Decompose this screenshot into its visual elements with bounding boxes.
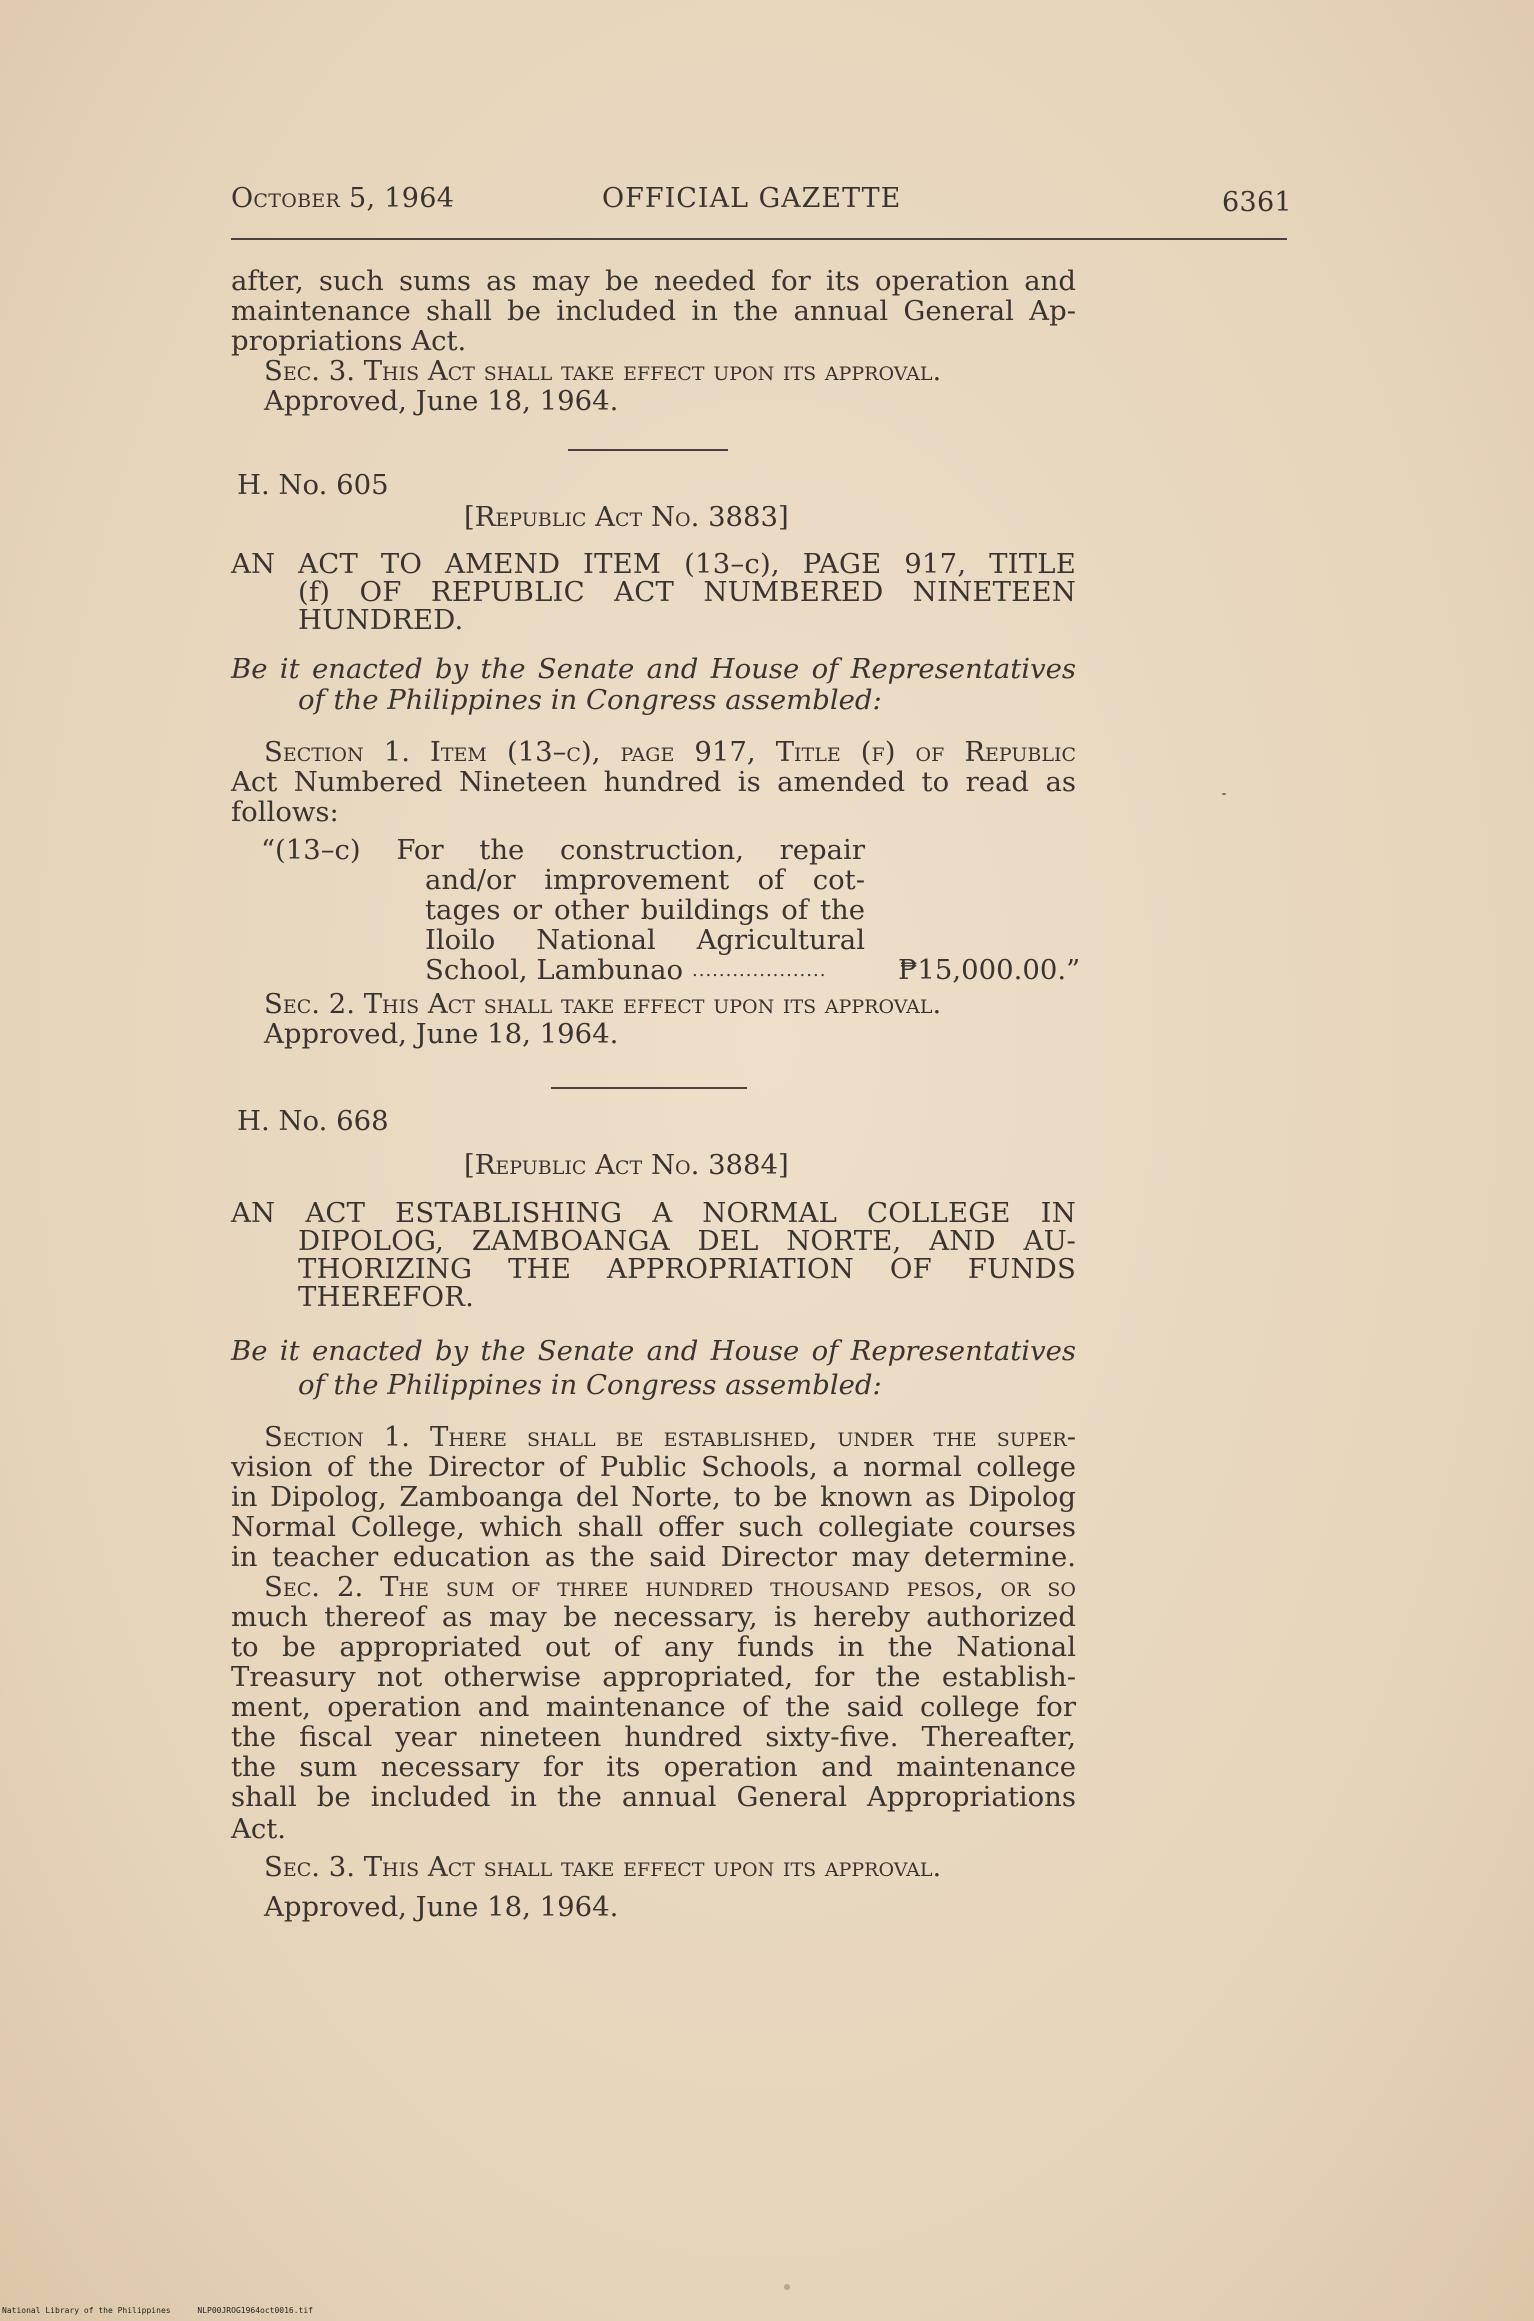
act-title-line: (f) OF REPUBLIC ACT NUMBERED NINETEEN [298,576,1076,608]
act-title-line: HUNDRED. [298,604,464,636]
section-1: Section 1. There shall be established, under the super- [264,1421,1076,1453]
header-date: October 5, 1964 [231,183,455,214]
section-divider [568,449,728,451]
scan-footer [2,2306,313,2315]
section-2: to be appropriated out of any funds in the National [231,1631,1076,1663]
act-title-line: AN ACT TO AMEND ITEM (13–c), PAGE 917, TITLE [231,548,1076,580]
section-2: Treasury not otherwise appropriated, for the establish- [231,1661,1076,1693]
enacting-clause: of the Philippines in Congress assembled: [298,684,882,716]
act-title-line: DIPOLOG, ZAMBOANGA DEL NORTE, AND AU- [298,1225,1076,1257]
section-1: Section 1. Item (13–c), page 917, Title (f) of Republic [264,736,1076,768]
section-1: vision of the Director of Public Schools, a normal college [231,1451,1076,1483]
amended-amount: ₱15,000.00.” [898,954,1081,986]
amended-item: Iloilo National Agricultural [425,924,865,956]
section-1: follows: [231,796,339,828]
amended-item: “(13–c) For the construction, repair [261,834,865,866]
footer-library: National Library of the Philippines [2,2306,171,2315]
continuation-approved: Approved, June 18, 1964. [264,385,619,417]
approval-date: Approved, June 18, 1964. [264,1891,619,1923]
section-2: Act. [231,1813,287,1845]
enacting-clause: Be it enacted by the Senate and House of Representatives [231,1335,1076,1367]
section-divider [551,1087,747,1089]
dot-leader: .................... [692,960,827,981]
amended-item: tages or other buildings of the [425,894,865,926]
house-number: H. No. 668 [237,1105,389,1137]
act-title-line: AN ACT ESTABLISHING A NORMAL COLLEGE IN [231,1197,1076,1229]
enacting-clause: of the Philippines in Congress assembled: [298,1369,882,1401]
act-title-line: THORIZING THE APPROPRIATION OF FUNDS [298,1253,1076,1285]
continuation-sec3: Sec. 3. This Act shall take effect upon its approval. [264,355,942,387]
continuation-line: propriations Act. [231,325,467,357]
section-2: much thereof as may be necessary, is hereby authorized [231,1601,1076,1633]
scan-speck [1222,793,1226,795]
republic-act-number: [Republic Act No. 3883] [464,501,789,533]
scan-speck [784,2284,790,2290]
section-3: Sec. 3. This Act shall take effect upon its approval. [264,1851,942,1883]
section-2: the fiscal year nineteen hundred sixty-five. Thereafter, [231,1721,1076,1753]
house-number: H. No. 605 [237,469,389,501]
enacting-clause: Be it enacted by the Senate and House of Representatives [231,653,1076,685]
header-rule [231,238,1287,240]
section-1: Normal College, which shall offer such collegiate courses [231,1511,1076,1543]
section-1: in teacher education as the said Director may determine. [231,1541,1076,1573]
continuation-line: maintenance shall be included in the annual General Ap- [231,295,1076,327]
continuation-line: after, such sums as may be needed for its operation and [231,265,1076,297]
republic-act-number: [Republic Act No. 3884] [464,1149,789,1181]
section-2: the sum necessary for its operation and maintenance [231,1751,1076,1783]
footer-file: NLP00JROG1964oct0016.tif [197,2306,313,2315]
section-2: shall be included in the annual General Appropriations [231,1781,1076,1813]
amended-item: School, Lambunao [425,954,684,986]
section-1: in Dipolog, Zamboanga del Norte, to be known as Dipolog [231,1481,1076,1513]
section-2: Sec. 2. The sum of three hundred thousand pesos, or so [264,1571,1076,1603]
act-title-line: THEREFOR. [298,1281,475,1313]
approval-date: Approved, June 18, 1964. [264,1018,619,1050]
amended-item: and/or improvement of cot- [425,864,865,896]
section-1: Act Numbered Nineteen hundred is amended to read as [231,766,1076,798]
section-2: ment, operation and maintenance of the said college for [231,1691,1076,1723]
header-publication: OFFICIAL GAZETTE [602,183,902,214]
header-page-number: 6361 [1222,187,1292,218]
section-2: Sec. 2. This Act shall take effect upon its approval. [264,988,942,1020]
